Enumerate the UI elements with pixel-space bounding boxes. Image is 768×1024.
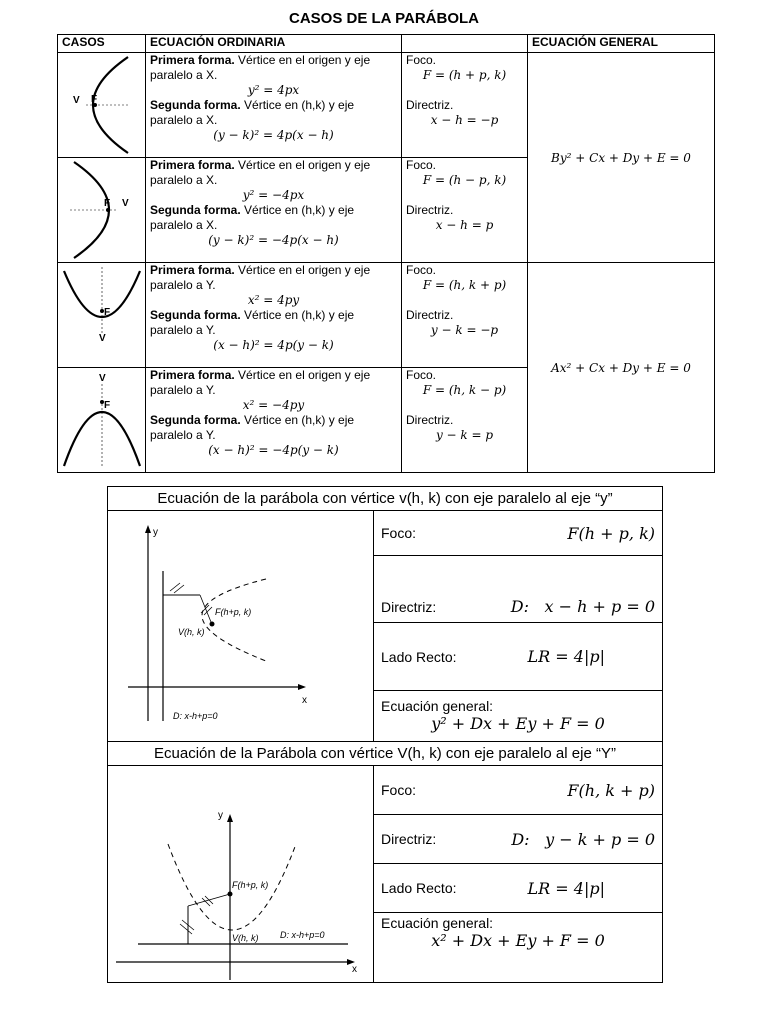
focus-label: F [104,400,111,411]
case-figure-2 [58,158,146,263]
section1-lado-recto-cell [374,623,663,690]
general-equation: x² + Dx + Ey + F = 0 [431,931,605,951]
equation-2: (y − k)² = −4p(x − h) [208,233,339,247]
second-form-text: Vértice en (h,k) y eje [240,98,355,112]
first-form-label: Primera forma. [150,263,235,277]
general-equation-y: Ax² + Cx + Dy + E = 0 [528,263,715,473]
first-form-text2: paralelo a Y. [150,383,216,397]
equation-1: x² = −4py [242,398,305,412]
first-form-label: Primera forma. [150,158,235,172]
directriz-label: Directriz. [406,413,454,427]
directriz-label: Directriz. [406,98,454,112]
general-equation: y² + Dx + Ey + F = 0 [431,714,605,734]
directrix-label: D: x-h+p=0 [173,711,218,721]
equation-2: (y − k)² = 4p(x − h) [213,128,334,142]
section2-header: Ecuación de la Parábola con vértice V(h, k) con eje paralelo al eje “Y” [108,742,663,766]
vertex-label: V [99,373,106,384]
lado-recto-equation: LR = 4|p| [527,878,605,898]
focus-label: F [104,307,111,318]
lado-recto-label: Lado Recto: [381,880,457,897]
vertex-label: V [73,95,80,106]
foco-label: Foco. [406,158,437,172]
case-figure-4 [58,368,146,473]
equation-1: y² = −4px [242,188,305,202]
focus-label: F(h+p, k) [232,880,269,890]
general-label: Ecuación general: [381,698,494,715]
y-axis-label: y [153,527,158,538]
ordinary-equation-cell-4 [146,368,402,473]
first-form-text2: paralelo a X. [150,173,218,187]
section1-header: Ecuación de la parábola con vértice v(h, k) con eje paralelo al eje “y” [108,487,663,511]
foco-equation: F = (h + p, k) [422,68,507,82]
directriz-d: D: [510,597,529,617]
header-ecuacion-ordinaria: ECUACIÓN ORDINARIA [146,35,402,53]
vertex-parabola-table [107,486,663,983]
page-title: CASOS DE LA PARÁBOLA [288,10,479,27]
focus-directrix-cell-2 [402,158,528,263]
foco-equation: F(h + p, k) [567,523,655,543]
second-form-label: Segunda forma. [150,98,241,112]
second-form-text2: paralelo a Y. [150,428,216,442]
focus-directrix-cell-1 [402,53,528,158]
second-form-text2: paralelo a X. [150,218,218,232]
ordinary-equation-cell-3 [146,263,402,368]
case-figure-1 [58,53,146,158]
general-label: Ecuación general: [381,915,494,932]
directriz-d: D: [511,829,530,849]
vertex-label: V(h, k) [232,933,259,943]
case-figure-3 [58,263,146,368]
foco-label: Foco: [381,525,417,542]
header-casos: CASOS [58,35,146,53]
section2-general-cell [374,913,663,983]
foco-equation: F = (h − p, k) [422,173,507,187]
lado-recto-equation: LR = 4|p| [527,647,605,667]
first-form-text: Vértice en el origen y eje [234,368,371,382]
first-form-label: Primera forma. [150,368,235,382]
second-form-text2: paralelo a Y. [150,323,216,337]
header-ecuacion-general: ECUACIÓN GENERAL [528,35,715,53]
section1-figure [108,511,374,742]
equation-1: y² = 4px [247,83,300,97]
directriz-equation: x − h = −p [430,113,499,127]
equation-2: (x − h)² = 4p(y − k) [213,338,334,352]
section2-lado-recto-cell [374,864,663,913]
y-axis-label: y [218,810,223,821]
vertex-label: V(h, k) [178,627,205,637]
equation-1: x² = 4py [247,293,300,307]
general-equation-x: By² + Cx + Dy + E = 0 [528,53,715,263]
second-form-text: Vértice en (h,k) y eje [240,203,355,217]
x-axis-label: x [302,695,307,706]
foco-equation: F = (h, k + p) [422,278,507,292]
first-form-text2: paralelo a Y. [150,278,216,292]
ordinary-equation-cell-1 [146,53,402,158]
directrix-label: D: x-h+p=0 [280,930,325,940]
directriz-equation: x − h = p [435,218,494,232]
x-axis-label: x [352,964,357,975]
vertex-label: V [99,333,106,344]
first-form-text: Vértice en el origen y eje [234,53,371,67]
second-form-label: Segunda forma. [150,413,241,427]
second-form-label: Segunda forma. [150,308,241,322]
focus-directrix-cell-4 [402,368,528,473]
directriz-label: Directriz: [381,598,437,615]
foco-equation: F(h, k + p) [567,780,655,800]
first-form-label: Primera forma. [150,53,235,67]
equation-2: (x − h)² = −4p(y − k) [208,443,339,457]
section1-foco-cell [374,511,663,556]
section1-general-cell [374,690,663,741]
foco-label: Foco. [406,368,437,382]
second-form-text: Vértice en (h,k) y eje [240,308,355,322]
focus-label: F(h+p, k) [215,607,252,617]
focus-directrix-cell-3 [402,263,528,368]
first-form-text: Vértice en el origen y eje [234,263,371,277]
directriz-equation: x − h + p = 0 [544,597,655,617]
directriz-label: Directriz. [406,308,454,322]
foco-equation: F = (h, k − p) [422,383,507,397]
directriz-equation: y − k = p [435,428,494,442]
foco-label: Foco. [406,263,437,277]
first-form-text2: paralelo a X. [150,68,218,82]
directriz-equation: y − k = −p [430,323,499,337]
second-form-text: Vértice en (h,k) y eje [240,413,355,427]
section1-directriz-cell [374,556,663,623]
focus-label: F [104,198,111,209]
second-form-text2: paralelo a X. [150,113,218,127]
focus-label: F [91,94,98,105]
section2-foco-cell [374,766,663,815]
second-form-label: Segunda forma. [150,203,241,217]
first-form-text: Vértice en el origen y eje [234,158,371,172]
directriz-label: Directriz: [381,831,437,848]
header-empty [402,35,528,53]
section2-figure [108,766,374,983]
foco-label: Foco: [381,782,417,799]
ordinary-equation-cell-2 [146,158,402,263]
directriz-label: Directriz. [406,203,454,217]
foco-label: Foco. [406,53,437,67]
vertex-label: V [122,198,129,209]
section2-directriz-cell [374,815,663,864]
cases-table [57,34,715,473]
lado-recto-label: Lado Recto: [381,648,457,665]
directriz-equation: y − k + p = 0 [545,829,655,849]
